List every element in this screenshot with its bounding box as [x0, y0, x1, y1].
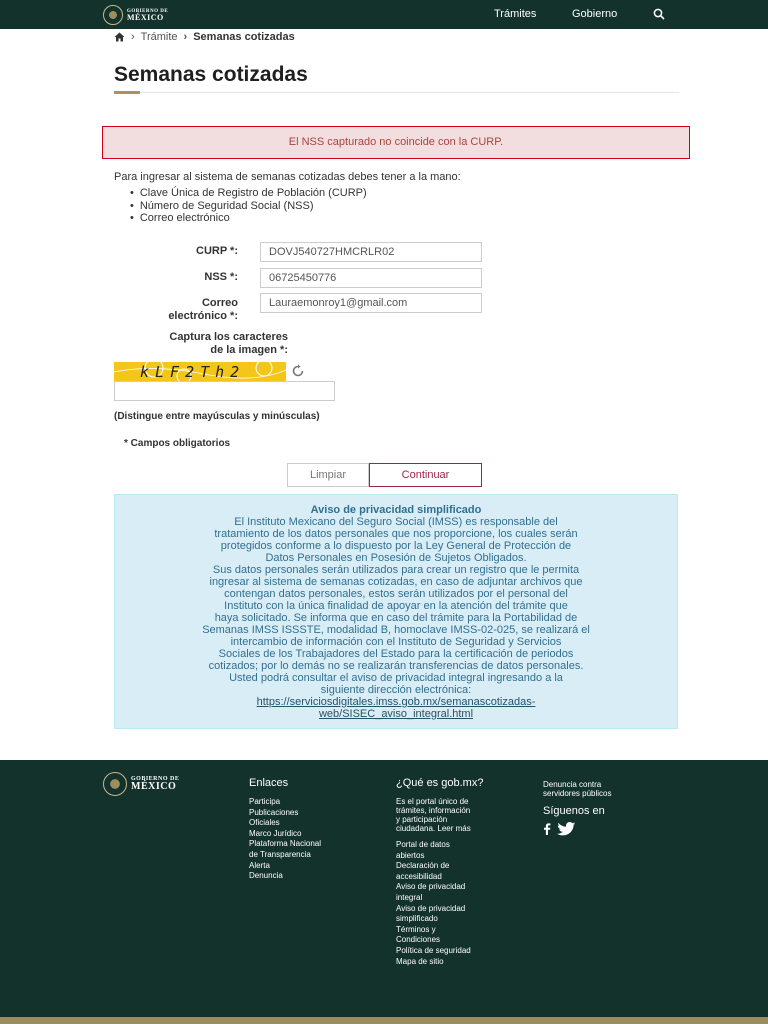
- privacy-line: ingresar al sistema de semanas cotizadas, en caso de adjuntar archivos que: [209, 576, 583, 588]
- privacy-line: contengan datos personales, estos serán utilizados por el personal del: [224, 588, 568, 600]
- privacy-line: tratamiento de los datos personales que nos proporcione, los cuales serán: [214, 528, 578, 540]
- footer-text-line: Denuncia contra: [543, 780, 602, 789]
- footer-link[interactable]: Participa: [249, 797, 281, 806]
- nav-gobierno[interactable]: Gobierno: [572, 8, 618, 20]
- privacy-line: intercambio de información con el Instituto de Seguridad y Servicios: [230, 636, 562, 648]
- privacy-line: cotizados; por lo demás no se realizarán transferencias de datos personales.: [208, 660, 584, 672]
- footer-link[interactable]: integral: [396, 892, 423, 902]
- privacy-link-line-2[interactable]: web/SISEC_aviso_integral.html: [318, 708, 474, 720]
- requirements-list: [130, 187, 367, 225]
- list-item: • Clave Única de Registro de Población (CURP): [130, 187, 367, 200]
- footer-link[interactable]: Portal de datos: [396, 840, 450, 849]
- footer-link[interactable]: Oficiales: [249, 818, 280, 828]
- search-icon[interactable]: [653, 8, 665, 20]
- footer-link[interactable]: Plataforma Nacional: [249, 839, 322, 849]
- refresh-captcha-icon[interactable]: [290, 364, 306, 378]
- email-label-line-2: electrónico *:: [168, 310, 238, 322]
- page-title: Semanas cotizadas: [114, 63, 308, 86]
- intro-text: Para ingresar al sistema de semanas cotizadas debes tener a la mano:: [114, 171, 461, 183]
- footer-link[interactable]: Declaración de: [396, 861, 450, 871]
- privacy-line: Instituto con la única finalidad de apoyar en la atención del trámite que: [224, 600, 568, 612]
- social-links: [543, 822, 575, 836]
- privacy-title: Aviso de privacidad simplificado: [310, 504, 482, 516]
- case-sensitive-note: (Distingue entre mayúsculas y minúsculas): [114, 411, 320, 422]
- privacy-line: haya solicitado. Se informa que en caso del trámite para la Portabilidad de: [214, 612, 578, 624]
- captcha-text: kLF2Th2: [140, 363, 246, 381]
- captcha-image: [114, 362, 286, 381]
- footer-text-line: servidores públicos: [543, 789, 612, 798]
- error-alert: El NSS capturado no coincide con la CURP.: [102, 126, 690, 159]
- nss-field[interactable]: [260, 268, 482, 288]
- privacy-line: Usted podrá consultar el aviso de privacidad integral ingresando a la: [229, 672, 563, 684]
- footer-enlaces-list: [249, 797, 321, 882]
- breadcrumb-tramite[interactable]: Trámite: [140, 31, 178, 43]
- privacy-line: Sociales de los Trabajadores del Estado para la certificación de periodos: [218, 648, 574, 660]
- captcha-label-line-1: Captura los caracteres: [169, 331, 288, 343]
- footer-link[interactable]: Mapa de sitio: [396, 956, 444, 966]
- footer-link[interactable]: Aviso de privacidad: [396, 882, 466, 892]
- footer-denuncia-link[interactable]: [543, 780, 611, 798]
- footer-link[interactable]: Alerta: [249, 860, 270, 870]
- top-navbar: [0, 0, 768, 29]
- coat-of-arms-icon: [103, 772, 127, 796]
- list-item: • Correo electrónico: [130, 212, 367, 225]
- privacy-line: Sus datos personales serán utilizados para crear un registro que le permita: [212, 564, 580, 576]
- footer-que-es-text: [396, 797, 471, 833]
- privacy-line: Semanas IMSS ISSSTE, modalidad B, homoclave IMSS-02-025, se realizará el: [202, 624, 590, 636]
- privacy-notice: [114, 494, 678, 729]
- privacy-line: siguiente dirección electrónica:: [320, 684, 472, 696]
- footer-link[interactable]: abiertos: [396, 850, 425, 860]
- email-field[interactable]: [260, 293, 482, 313]
- footer-enlaces-title: Enlaces: [249, 777, 289, 789]
- footer-que-es-title: ¿Qué es gob.mx?: [396, 777, 484, 789]
- footer-logo-big-text: MÉXICO: [131, 781, 177, 792]
- footer-gobierno-logo[interactable]: [103, 772, 179, 796]
- logo-big-text: MÉXICO: [127, 12, 164, 22]
- required-fields-note: * Campos obligatorios: [124, 438, 231, 449]
- list-item: • Número de Seguridad Social (NSS): [130, 200, 367, 213]
- email-label: [150, 297, 238, 323]
- curp-label: CURP *:: [196, 245, 238, 257]
- nss-label: NSS *:: [204, 271, 238, 283]
- footer-logo-small-text: GOBIERNO DE: [131, 776, 180, 782]
- privacy-line: protegidos conforme a lo dispuesto por la Ley General de Protección de: [220, 540, 572, 552]
- chevron-right-icon: ›: [131, 31, 135, 43]
- privacy-link-line-1[interactable]: https://serviciosdigitales.imss.gob.mx/semanascotizadas-: [256, 696, 536, 708]
- curp-field[interactable]: [260, 242, 482, 262]
- privacy-line: Datos Personales en Posesión de Sujetos Obligados.: [265, 552, 527, 564]
- footer-text-line: Es el portal único de: [396, 797, 469, 806]
- footer-link[interactable]: Denuncia: [249, 871, 283, 881]
- home-icon[interactable]: [114, 32, 125, 42]
- continue-button[interactable]: Continuar: [369, 463, 482, 487]
- nav-tramites[interactable]: Trámites: [494, 8, 537, 20]
- footer-link[interactable]: Política de seguridad: [396, 945, 471, 955]
- footer-link[interactable]: Aviso de privacidad: [396, 903, 466, 913]
- footer-stripe: [0, 1017, 768, 1024]
- gobierno-logo[interactable]: [103, 5, 168, 25]
- footer-link[interactable]: Publicaciones: [249, 807, 299, 817]
- email-label-line-1: Correo: [201, 297, 238, 309]
- footer-link[interactable]: accesibilidad: [396, 871, 442, 881]
- clear-button[interactable]: Limpiar: [287, 463, 369, 487]
- footer-link[interactable]: Condiciones: [396, 935, 441, 945]
- footer-link[interactable]: simplificado: [396, 914, 438, 924]
- footer-link[interactable]: de Transparencia: [249, 849, 311, 859]
- chevron-right-icon: ›: [183, 31, 188, 43]
- footer-text-line[interactable]: ciudadana. Leer más: [396, 824, 471, 833]
- captcha-label: [110, 331, 288, 357]
- footer-link[interactable]: Marco Jurídico: [249, 828, 302, 838]
- coat-of-arms-icon: [103, 5, 123, 25]
- captcha-input[interactable]: [114, 381, 335, 401]
- footer-siguenos-title: Síguenos en: [543, 805, 605, 817]
- footer-text-line: trámites, información: [396, 806, 471, 815]
- captcha-label-line-2: de la imagen *:: [210, 344, 288, 356]
- title-accent-bar: [114, 91, 140, 94]
- facebook-icon[interactable]: [543, 823, 551, 835]
- footer: [0, 760, 768, 1024]
- twitter-icon[interactable]: [557, 822, 575, 836]
- breadcrumb-current: Semanas cotizadas: [193, 31, 295, 43]
- breadcrumb: [114, 31, 295, 43]
- privacy-line: El Instituto Mexicano del Seguro Social (IMSS) es responsable del: [234, 516, 558, 528]
- footer-link[interactable]: Términos y: [396, 924, 436, 934]
- footer-text-line: y participación: [396, 815, 448, 824]
- logo-small-text: GOBIERNO DE: [127, 8, 169, 14]
- title-divider: [114, 92, 679, 93]
- footer-que-es-links: [396, 840, 471, 967]
